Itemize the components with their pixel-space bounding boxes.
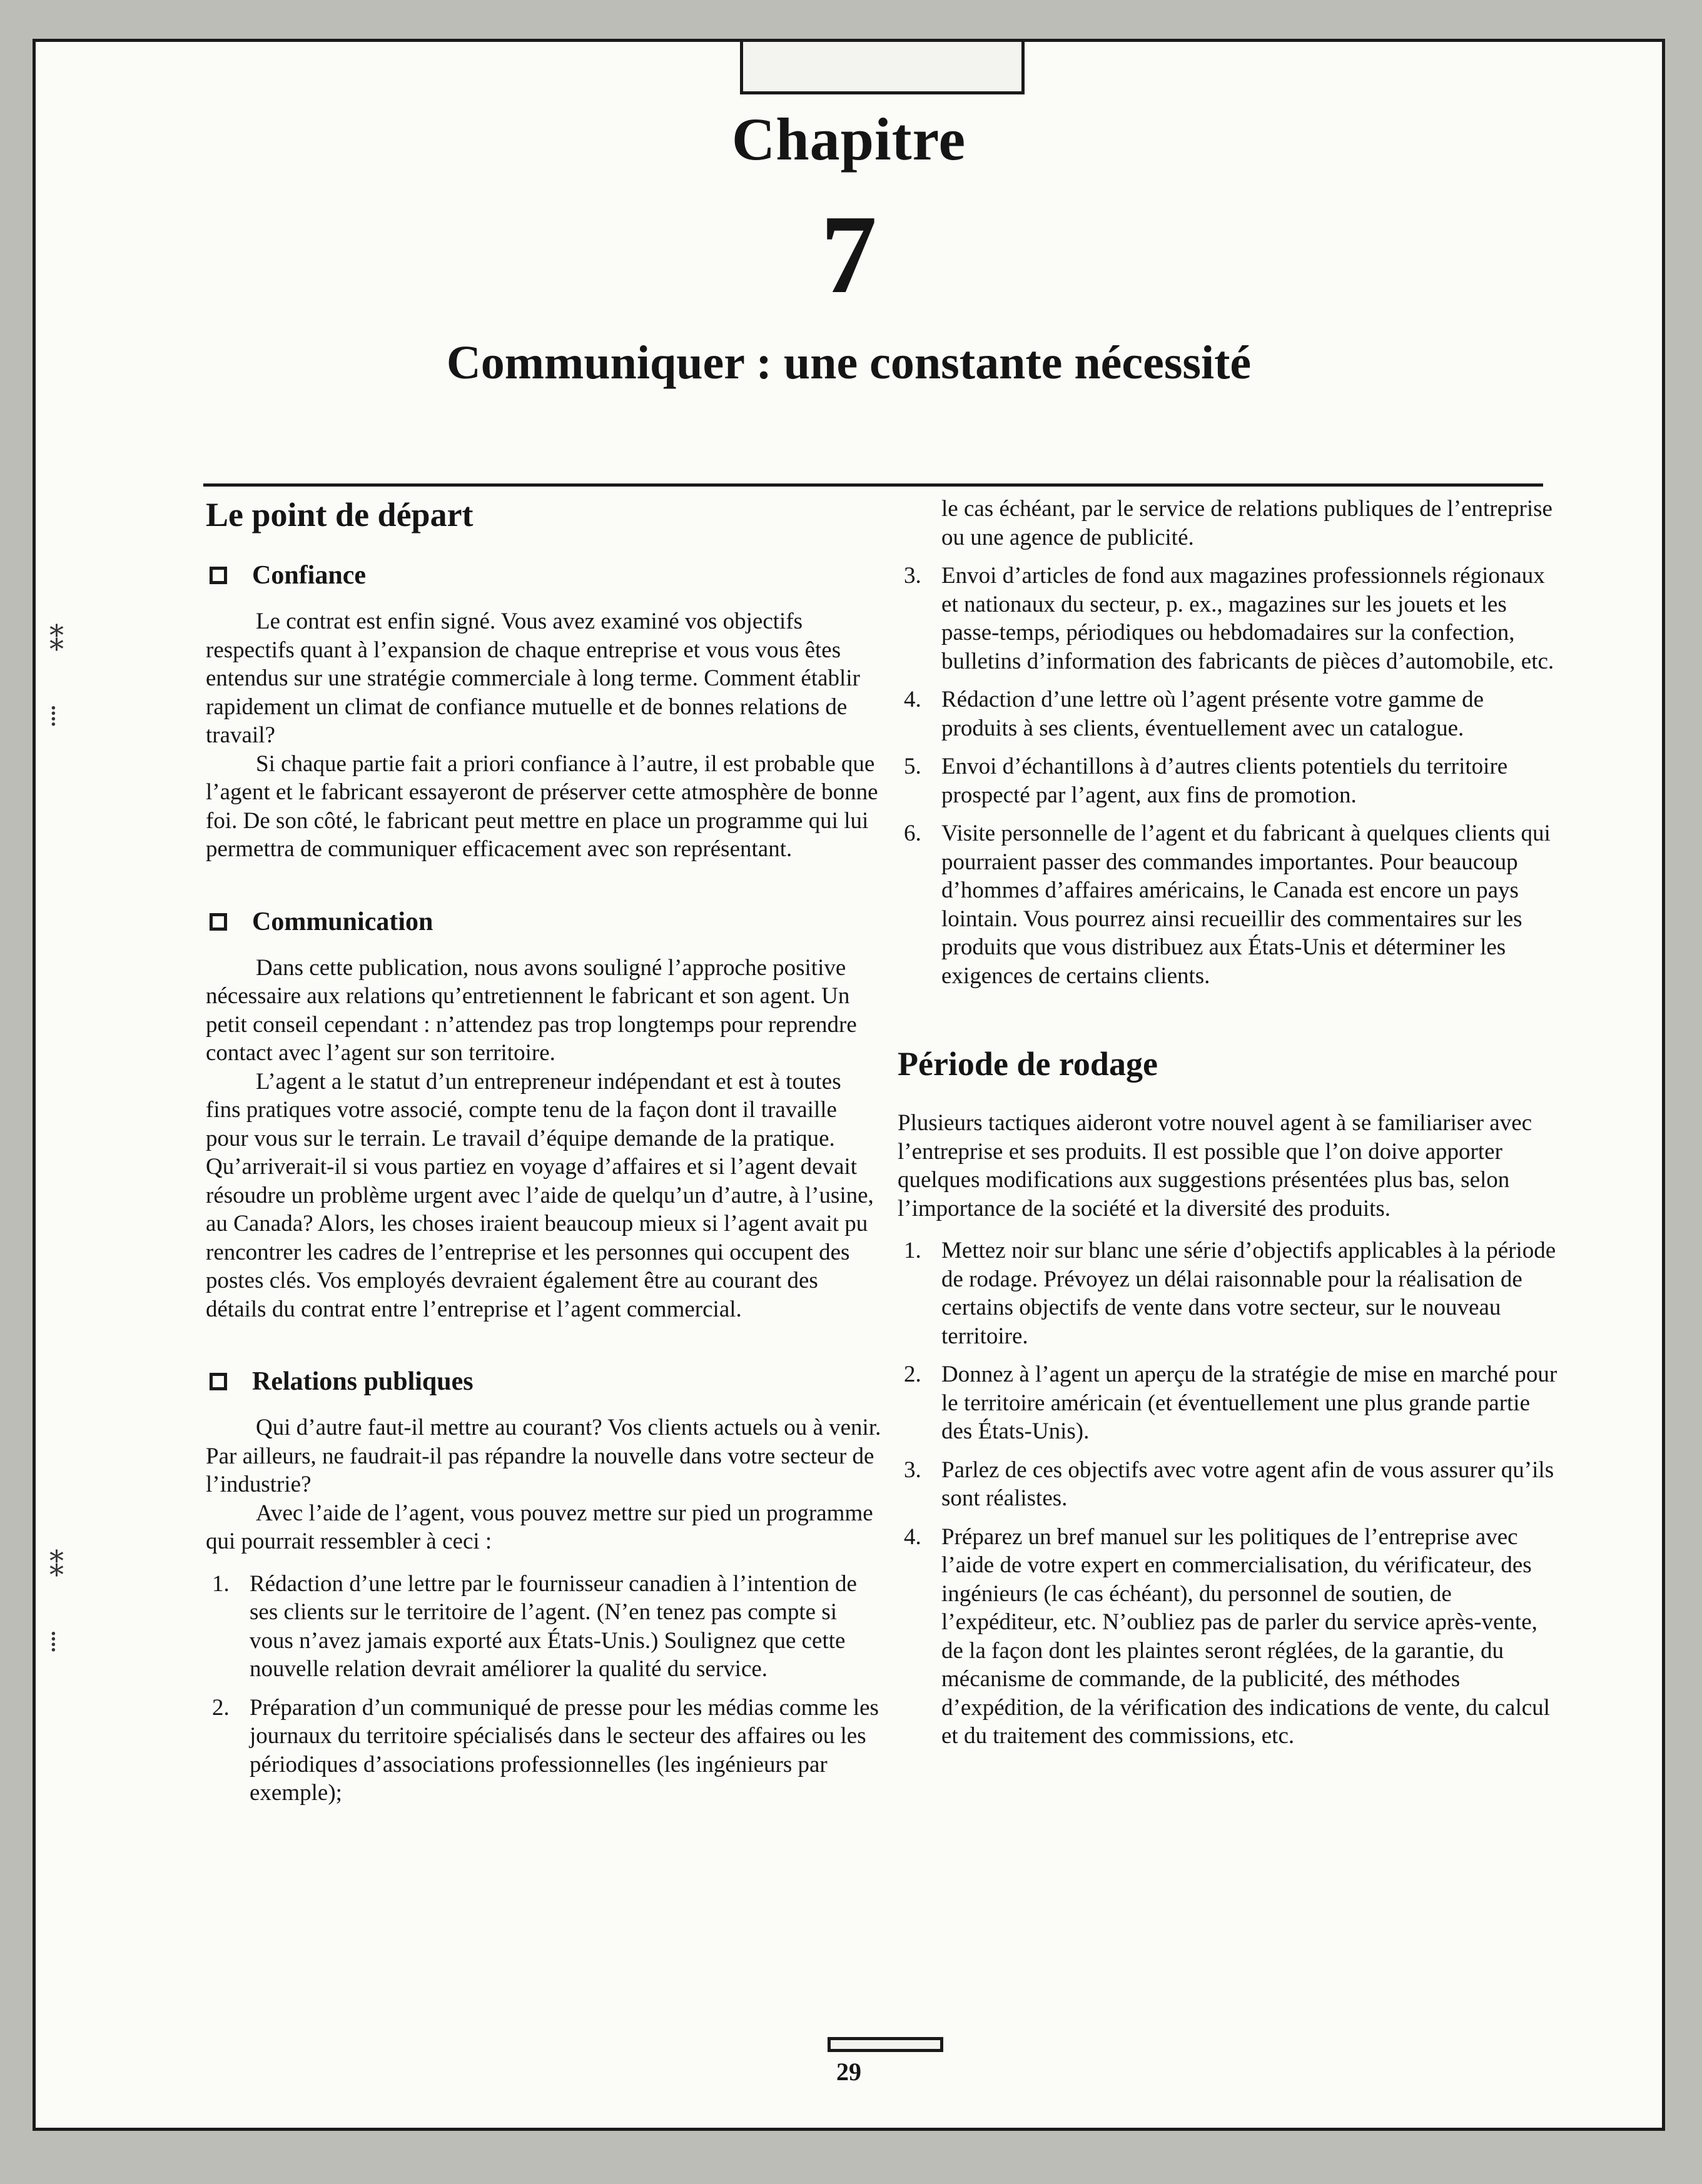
list-item [206,1694,881,1807]
subheading-relations-publiques [206,1366,881,1397]
list-continuation: le cas échéant, par le service de relations publiques de l’entreprise ou une agence de publicité. [941,496,1553,550]
list-text: Préparation d’un communiqué de presse pour les médias comme les journaux du territoire spécialisés dans le secteur des affaires ou les périodiques d’associations professionnelles (les ingénieurs par exemple); [250,1694,879,1806]
header-tab [740,42,1025,94]
list-number: 1. [904,1238,921,1263]
paragraph: Plusieurs tactiques aideront votre nouvel agent à se familiariser avec l’entreprise et ses produits. Il est possible que l’on doive apporter quelques modifications aux suggestions présentées plus bas, selon l’importance de la société et la diversité des produits. [898,1110,1532,1221]
list-number: 2. [904,1362,921,1387]
list-text: Rédaction d’une lettre par le fournisseur canadien à l’intention de ses clients sur le territoire de l’agent. (N’en tenez pas compte si vous n’avez jamais exporté aux États-Unis.) Soulignez que cette nouvelle relation devrait améliorer la qualité du service. [250,1570,857,1682]
paragraph: Avec l’aide de l’agent, vous pouvez mettre sur pied un programme qui pourrait ressembler à ceci : [206,1500,873,1554]
list-number: 3. [904,563,921,589]
subheading-label: Communication [252,907,433,936]
margin-punch-mark: ⁞ [49,1624,58,1658]
checkbox-icon [210,567,227,584]
margin-punch-mark: ⁑ [49,624,64,657]
list-number: 4. [904,687,921,712]
list-item [898,685,1561,742]
list-item [898,752,1561,809]
section-heading-point-de-depart: Le point de départ [206,496,474,533]
list-item [206,1570,881,1684]
chapter-word: Chapitre [731,106,966,173]
subheading-label: Relations publiques [252,1367,474,1396]
checkbox-icon [210,1373,227,1390]
margin-punch-mark: ⁑ [49,1549,64,1583]
document-page [33,39,1665,2131]
list-text: Envoi d’articles de fond aux magazines professionnels régionaux et nationaux du secteur, p. ex., magazines sur les jouets et les passe-temps, périodiques ou hebdomadaires sur la confection, bulletins d’information des fabricants de pièces d’automobile, etc. [941,563,1554,674]
paragraph: Dans cette publication, nous avons souligné l’approche positive nécessaire aux relations qu’entretiennent le fabricant et son agent. Un petit conseil cependant : n’attendez pas trop longtemps pour reprendre contact avec l’agent sur son territoire. [206,954,857,1066]
numbered-list [206,1570,881,1807]
list-number: 3. [904,1457,921,1483]
list-number: 5. [904,754,921,779]
paragraph: L’agent a le statut d’un entrepreneur indépendant et est à toutes fins pratiques votre associé, compte tenu de la façon dont il travaille pour vous sur le terrain. Le travail d’équipe demande de la pratique. Qu’arriverait-il si vous partiez en voyage d’affaires et si l’agent devait résoudre un problème urgent avec l’aide de quelqu’un d’autre, à l’usine, au Canada? Alors, les choses iraient beaucoup mieux si l’agent avait pu rencontrer les cadres de l’entreprise et les personnes qui occupent des postes clés. Vos employés devraient également être au courant des détails du contrat entre l’entreprise et l’agent commercial. [206,1068,874,1322]
list-number: 2. [212,1694,230,1721]
list-number: 6. [904,821,921,846]
paragraph: Le contrat est enfin signé. Vous avez examiné vos objectifs respectifs quant à l’expansion de chaque entreprise et vous vous êtes entendus sur une stratégie commerciale à long terme. Comment établir rapidement un climat de confiance mutuelle et de bonnes relations de travail? [206,609,860,748]
list-text: Rédaction d’une lettre où l’agent présente votre gamme de produits à ses clients, éventuellement avec un catalogue. [941,687,1484,741]
list-item [898,1456,1561,1513]
list-text: Envoi d’échantillons à d’autres clients potentiels du territoire prospecté par l’agent, aux fins de promotion. [941,754,1508,808]
paragraph: Si chaque partie fait a priori confiance à l’autre, il est probable que l’agent et le fabricant essayeront de préserver cette atmosphère de bonne foi. De son côté, le fabricant peut mettre en place un programme qui lui permettra de communiquer efficacement avec son représentant. [206,751,878,862]
list-text: Donnez à l’agent un aperçu de la stratégie de mise en marché pour le territoire américain (et éventuellement une plus grande partie des États-Unis). [941,1362,1558,1444]
checkbox-icon [210,913,227,931]
chapter-number: 7 [821,192,877,316]
left-column [206,486,881,1817]
list-number: 1. [212,1570,230,1597]
page-number: 29 [836,2058,861,2086]
list-number: 4. [904,1524,921,1550]
list-text: Préparez un bref manuel sur les politiques de l’entreprise avec l’aide de votre expert en commercialisation, du vérificateur, des ingénieurs (le cas échéant), du personnel de soutien, de l’expéditeur, etc. N’oubliez pas de parler du service après-vente, de la façon dont les plaintes seront réglées, de la garantie, du mécanisme de commande, de la publicité, des méthodes d’expédition, de la vérification des indications de vente, du calcul et du traitement des commissions, etc. [941,1524,1550,1749]
subheading-communication [206,906,881,938]
list-item [898,819,1561,990]
numbered-list [898,562,1561,990]
subheading-confiance [206,560,881,591]
section-heading-periode-de-rodage: Période de rodage [898,1045,1158,1083]
list-item [898,562,1561,675]
list-item [898,1523,1561,1751]
list-item [898,1236,1561,1350]
paragraph: Qui d’autre faut-il mettre au courant? Vos clients actuels ou à venir. Par ailleurs, ne faudrait-il pas répandre la nouvelle dans votre secteur de l’industrie? [206,1415,881,1497]
chapter-title: Communiquer : une constante nécessité [446,336,1252,389]
margin-punch-mark: ⁞ [49,699,58,732]
numbered-list [898,1236,1561,1751]
list-text: Parlez de ces objectifs avec votre agent afin de vous assurer qu’ils sont réalistes. [941,1457,1554,1511]
footer-tab [828,2037,943,2052]
list-text: Visite personnelle de l’agent et du fabricant à quelques clients qui pourraient passer des commandes importantes. Pour beaucoup d’hommes d’affaires américains, le Canada est encore un pays lointain. Vous pourrez ainsi recueillir des commentaires sur les produits que vous distribuez aux États-Unis et déterminer les exigences de certains clients. [941,821,1551,989]
list-item [898,1360,1561,1446]
list-text: Mettez noir sur blanc une série d’objectifs applicables à la période de rodage. Prévoyez un délai raisonnable pour la réalisation de certains objectifs de vente dans votre secteur, sur le nouveau territoire. [941,1238,1556,1349]
right-column [898,486,1561,1761]
subheading-label: Confiance [252,561,366,590]
